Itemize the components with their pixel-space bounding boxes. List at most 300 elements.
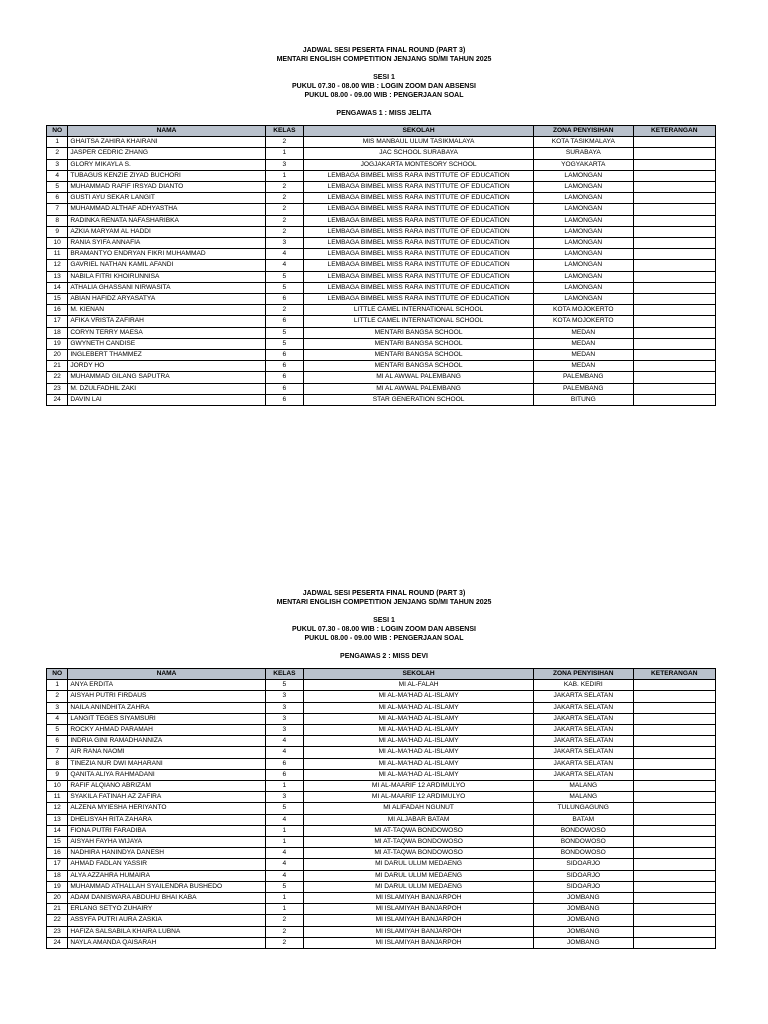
cell-sekolah: MI AL-MA'HAD AL-ISLAMY bbox=[304, 713, 534, 724]
cell-keterangan bbox=[633, 713, 715, 724]
col-header-kelas: KELAS bbox=[265, 669, 304, 680]
cell-keterangan bbox=[633, 249, 715, 260]
table-row bbox=[47, 260, 716, 271]
cell-zona: BATAM bbox=[533, 814, 633, 825]
cell-kelas: 5 bbox=[265, 803, 304, 814]
cell-sekolah: STAR GENERATION SCHOOL bbox=[304, 394, 534, 405]
cell-sekolah: MI AL AWWAL PALEMBANG bbox=[304, 383, 534, 394]
cell-no: 11 bbox=[47, 792, 68, 803]
cell-kelas: 6 bbox=[265, 372, 304, 383]
cell-nama: DAVIN LAI bbox=[68, 394, 265, 405]
cell-zona: JOMBANG bbox=[533, 915, 633, 926]
cell-nama: NADHIRA HANINDYA DANESH bbox=[68, 848, 265, 859]
schedule-block-1 bbox=[0, 46, 768, 406]
table-row bbox=[47, 825, 716, 836]
cell-keterangan bbox=[633, 204, 715, 215]
cell-sekolah: MI DARUL ULUM MEDAENG bbox=[304, 859, 534, 870]
table-row bbox=[47, 870, 716, 881]
cell-sekolah: MI AL-MAARIF 12 ARDIMULYO bbox=[304, 781, 534, 792]
cell-kelas: 6 bbox=[265, 350, 304, 361]
cell-nama: M. DZULFADHIL ZAKI bbox=[68, 383, 265, 394]
cell-nama: DHELISYAH RITA ZAHARA bbox=[68, 814, 265, 825]
table-row bbox=[47, 215, 716, 226]
cell-zona: LAMONGAN bbox=[533, 182, 633, 193]
cell-kelas: 4 bbox=[265, 736, 304, 747]
cell-zona: MEDAN bbox=[533, 338, 633, 349]
cell-sekolah: MI ISLAMIYAH BANJARPOH bbox=[304, 926, 534, 937]
table-row bbox=[47, 159, 716, 170]
cell-sekolah: MI ISLAMIYAH BANJARPOH bbox=[304, 893, 534, 904]
table-row bbox=[47, 803, 716, 814]
session-time-exam: PUKUL 08.00 - 09.00 WIB : PENGERJAAN SOAL bbox=[304, 92, 464, 99]
cell-no: 21 bbox=[47, 361, 68, 372]
cell-nama: LANGIT TEGES SIYAMSURI bbox=[68, 713, 265, 724]
cell-keterangan bbox=[633, 170, 715, 181]
cell-no: 3 bbox=[47, 702, 68, 713]
cell-keterangan bbox=[633, 736, 715, 747]
cell-keterangan bbox=[633, 271, 715, 282]
cell-nama: SYAKILA FATINAH AZ ZAFIRA bbox=[68, 792, 265, 803]
table-row bbox=[47, 904, 716, 915]
cell-no: 15 bbox=[47, 837, 68, 848]
cell-nama: GWYNETH CANDISE bbox=[68, 338, 265, 349]
cell-zona: SIDOARJO bbox=[533, 870, 633, 881]
cell-kelas: 3 bbox=[265, 238, 304, 249]
cell-no: 17 bbox=[47, 859, 68, 870]
cell-no: 3 bbox=[47, 159, 68, 170]
cell-nama: GAVRIEL NATHAN KAMIL AFANDI bbox=[68, 260, 265, 271]
col-header-no: NO bbox=[47, 669, 68, 680]
cell-keterangan bbox=[633, 294, 715, 305]
cell-nama: NAYLA AMANDA QAISARAH bbox=[68, 937, 265, 948]
table-header-row bbox=[47, 669, 716, 680]
cell-zona: LAMONGAN bbox=[533, 282, 633, 293]
cell-keterangan bbox=[633, 350, 715, 361]
cell-keterangan bbox=[633, 215, 715, 226]
cell-zona: JAKARTA SELATAN bbox=[533, 747, 633, 758]
cell-kelas: 2 bbox=[265, 193, 304, 204]
cell-nama: GUSTI AYU SEKAR LANGIT bbox=[68, 193, 265, 204]
cell-no: 14 bbox=[47, 282, 68, 293]
cell-keterangan bbox=[633, 305, 715, 316]
table-row bbox=[47, 372, 716, 383]
cell-keterangan bbox=[633, 383, 715, 394]
cell-keterangan bbox=[633, 680, 715, 691]
cell-zona: JAKARTA SELATAN bbox=[533, 758, 633, 769]
table-row bbox=[47, 680, 716, 691]
table-row bbox=[47, 792, 716, 803]
cell-keterangan bbox=[633, 781, 715, 792]
cell-keterangan bbox=[633, 260, 715, 271]
cell-zona: JAKARTA SELATAN bbox=[533, 702, 633, 713]
col-header-zona: ZONA PENYISIHAN bbox=[533, 669, 633, 680]
cell-zona: JOMBANG bbox=[533, 926, 633, 937]
cell-nama: RADINKA RENATA NAFASHARIBKA bbox=[68, 215, 265, 226]
cell-kelas: 5 bbox=[265, 327, 304, 338]
table-header-row bbox=[47, 126, 716, 137]
cell-zona: LAMONGAN bbox=[533, 260, 633, 271]
cell-no: 13 bbox=[47, 271, 68, 282]
table-row bbox=[47, 294, 716, 305]
cell-kelas: 2 bbox=[265, 137, 304, 148]
table-row bbox=[47, 170, 716, 181]
table-row bbox=[47, 271, 716, 282]
cell-sekolah: LEMBAGA BIMBEL MISS RARA INSTITUTE OF EDUCATION bbox=[304, 193, 534, 204]
cell-nama: MUHAMMAD RAFIF IRSYAD DIANTO bbox=[68, 182, 265, 193]
cell-keterangan bbox=[633, 792, 715, 803]
cell-zona: MEDAN bbox=[533, 350, 633, 361]
cell-nama: ANYA ERDITA bbox=[68, 680, 265, 691]
doc-title: JADWAL SESI PESERTA FINAL ROUND (PART 3) bbox=[302, 47, 466, 54]
cell-no: 21 bbox=[47, 904, 68, 915]
cell-keterangan bbox=[633, 238, 715, 249]
cell-kelas: 6 bbox=[265, 394, 304, 405]
cell-no: 16 bbox=[47, 305, 68, 316]
cell-zona: TULUNGAGUNG bbox=[533, 803, 633, 814]
cell-zona: LAMONGAN bbox=[533, 249, 633, 260]
cell-no: 24 bbox=[47, 394, 68, 405]
supervisor-label: PENGAWAS 2 : MISS DEVI bbox=[340, 653, 428, 660]
cell-sekolah: MI AT-TAQWA BONDOWOSO bbox=[304, 837, 534, 848]
cell-keterangan bbox=[633, 937, 715, 948]
table-row bbox=[47, 758, 716, 769]
cell-nama: ALZENA MYIESHA HERIYANTO bbox=[68, 803, 265, 814]
col-header-nama: NAMA bbox=[68, 669, 265, 680]
cell-nama: RAFIF ALQIANO ABRIZAM bbox=[68, 781, 265, 792]
cell-kelas: 1 bbox=[265, 781, 304, 792]
table-row bbox=[47, 148, 716, 159]
cell-keterangan bbox=[633, 837, 715, 848]
cell-sekolah: MI AT-TAQWA BONDOWOSO bbox=[304, 848, 534, 859]
cell-zona: SIDOARJO bbox=[533, 881, 633, 892]
cell-keterangan bbox=[633, 915, 715, 926]
cell-keterangan bbox=[633, 691, 715, 702]
cell-zona: PALEMBANG bbox=[533, 372, 633, 383]
table-row bbox=[47, 736, 716, 747]
cell-nama: AHMAD FADLAN YASSIR bbox=[68, 859, 265, 870]
cell-no: 19 bbox=[47, 881, 68, 892]
cell-kelas: 5 bbox=[265, 338, 304, 349]
cell-no: 18 bbox=[47, 870, 68, 881]
cell-no: 1 bbox=[47, 137, 68, 148]
cell-no: 14 bbox=[47, 825, 68, 836]
cell-keterangan bbox=[633, 702, 715, 713]
cell-nama: FIONA PUTRI FARADIBA bbox=[68, 825, 265, 836]
cell-sekolah: LEMBAGA BIMBEL MISS RARA INSTITUTE OF EDUCATION bbox=[304, 271, 534, 282]
table-row bbox=[47, 361, 716, 372]
doc-subtitle: MENTARI ENGLISH COMPETITION JENJANG SD/MI TAHUN 2025 bbox=[276, 56, 492, 63]
table-body bbox=[47, 137, 716, 406]
cell-sekolah: MI ISLAMIYAH BANJARPOH bbox=[304, 915, 534, 926]
cell-no: 20 bbox=[47, 350, 68, 361]
cell-sekolah: LEMBAGA BIMBEL MISS RARA INSTITUTE OF EDUCATION bbox=[304, 182, 534, 193]
cell-zona: MALANG bbox=[533, 792, 633, 803]
col-header-no: NO bbox=[47, 126, 68, 137]
cell-sekolah: MI AL-MA'HAD AL-ISLAMY bbox=[304, 725, 534, 736]
cell-sekolah: JAC SCHOOL SURABAYA bbox=[304, 148, 534, 159]
table-row bbox=[47, 769, 716, 780]
cell-keterangan bbox=[633, 282, 715, 293]
col-header-keterangan: KETERANGAN bbox=[633, 669, 715, 680]
cell-zona: KOTA MOJOKERTO bbox=[533, 305, 633, 316]
col-header-keterangan: KETERANGAN bbox=[633, 126, 715, 137]
cell-sekolah: LEMBAGA BIMBEL MISS RARA INSTITUTE OF EDUCATION bbox=[304, 238, 534, 249]
cell-no: 8 bbox=[47, 758, 68, 769]
cell-zona: SURABAYA bbox=[533, 148, 633, 159]
cell-zona: BITUNG bbox=[533, 394, 633, 405]
cell-keterangan bbox=[633, 372, 715, 383]
table-row bbox=[47, 226, 716, 237]
cell-nama: INGLEBERT THAMMEZ bbox=[68, 350, 265, 361]
table-row bbox=[47, 282, 716, 293]
cell-keterangan bbox=[633, 881, 715, 892]
cell-kelas: 2 bbox=[265, 226, 304, 237]
cell-sekolah: MI DARUL ULUM MEDAENG bbox=[304, 870, 534, 881]
cell-sekolah: LEMBAGA BIMBEL MISS RARA INSTITUTE OF EDUCATION bbox=[304, 204, 534, 215]
cell-no: 22 bbox=[47, 372, 68, 383]
table-row bbox=[47, 182, 716, 193]
cell-kelas: 4 bbox=[265, 814, 304, 825]
table-row bbox=[47, 204, 716, 215]
cell-nama: QANITA ALIYA RAHMADANI bbox=[68, 769, 265, 780]
cell-nama: TUBAGUS KENZIE ZIYAD BUCHORI bbox=[68, 170, 265, 181]
cell-no: 17 bbox=[47, 316, 68, 327]
cell-kelas: 4 bbox=[265, 848, 304, 859]
cell-sekolah: MENTARI BANGSA SCHOOL bbox=[304, 350, 534, 361]
cell-nama: MUHAMMAD ATHALLAH SYAILENDRA BUSHEDO bbox=[68, 881, 265, 892]
cell-zona: KOTA MOJOKERTO bbox=[533, 316, 633, 327]
cell-sekolah: MI AL-MAARIF 12 ARDIMULYO bbox=[304, 792, 534, 803]
cell-kelas: 2 bbox=[265, 926, 304, 937]
cell-sekolah: MI ALJABAR BATAM bbox=[304, 814, 534, 825]
cell-zona: JAKARTA SELATAN bbox=[533, 769, 633, 780]
cell-kelas: 4 bbox=[265, 249, 304, 260]
cell-zona: JAKARTA SELATAN bbox=[533, 691, 633, 702]
cell-no: 9 bbox=[47, 769, 68, 780]
cell-sekolah: LEMBAGA BIMBEL MISS RARA INSTITUTE OF EDUCATION bbox=[304, 226, 534, 237]
cell-nama: ROCKY AHMAD PARAMAH bbox=[68, 725, 265, 736]
cell-zona: JOMBANG bbox=[533, 904, 633, 915]
cell-kelas: 1 bbox=[265, 893, 304, 904]
cell-no: 5 bbox=[47, 725, 68, 736]
cell-sekolah: MI AL-MA'HAD AL-ISLAMY bbox=[304, 769, 534, 780]
cell-keterangan bbox=[633, 814, 715, 825]
cell-nama: ERLANG SETYO ZUHAIRY bbox=[68, 904, 265, 915]
cell-no: 7 bbox=[47, 204, 68, 215]
cell-zona: LAMONGAN bbox=[533, 226, 633, 237]
cell-kelas: 1 bbox=[265, 837, 304, 848]
cell-zona: LAMONGAN bbox=[533, 271, 633, 282]
cell-no: 5 bbox=[47, 182, 68, 193]
cell-kelas: 3 bbox=[265, 713, 304, 724]
cell-no: 4 bbox=[47, 713, 68, 724]
cell-no: 19 bbox=[47, 338, 68, 349]
cell-zona: JAKARTA SELATAN bbox=[533, 713, 633, 724]
cell-nama: ADAM DANISWARA ABDUHU BHAI KABA bbox=[68, 893, 265, 904]
cell-nama: ABIAN HAFIDZ ARYASATYA bbox=[68, 294, 265, 305]
cell-no: 12 bbox=[47, 260, 68, 271]
cell-keterangan bbox=[633, 394, 715, 405]
cell-nama: GLORY MIKAYLA S. bbox=[68, 159, 265, 170]
cell-nama: GHAITSA ZAHIRA KHAIRANI bbox=[68, 137, 265, 148]
table-row bbox=[47, 848, 716, 859]
cell-nama: AFIKA VRISTA ZAFIRAH bbox=[68, 316, 265, 327]
table-row bbox=[47, 350, 716, 361]
session-time-login: PUKUL 07.30 - 08.00 WIB : LOGIN ZOOM DAN ABSENSI bbox=[292, 626, 476, 633]
session-time-exam: PUKUL 08.00 - 09.00 WIB : PENGERJAAN SOAL bbox=[304, 635, 464, 642]
cell-no: 8 bbox=[47, 215, 68, 226]
cell-kelas: 5 bbox=[265, 282, 304, 293]
cell-nama: ASSYFA PUTRI AURA ZASKIA bbox=[68, 915, 265, 926]
table-row bbox=[47, 725, 716, 736]
cell-keterangan bbox=[633, 893, 715, 904]
cell-sekolah: MI AL-FALAH bbox=[304, 680, 534, 691]
cell-no: 24 bbox=[47, 937, 68, 948]
table-row bbox=[47, 394, 716, 405]
cell-zona: JOMBANG bbox=[533, 893, 633, 904]
cell-kelas: 3 bbox=[265, 702, 304, 713]
table-row bbox=[47, 305, 716, 316]
cell-no: 6 bbox=[47, 736, 68, 747]
cell-nama: RANIA SYIFA ANNAFIA bbox=[68, 238, 265, 249]
cell-keterangan bbox=[633, 803, 715, 814]
cell-nama: AZKIA MARYAM AL HADDI bbox=[68, 226, 265, 237]
cell-zona: JOMBANG bbox=[533, 937, 633, 948]
cell-keterangan bbox=[633, 725, 715, 736]
cell-kelas: 4 bbox=[265, 859, 304, 870]
cell-no: 7 bbox=[47, 747, 68, 758]
table-row bbox=[47, 837, 716, 848]
cell-nama: AISYAH FAYHA WIJAYA bbox=[68, 837, 265, 848]
cell-keterangan bbox=[633, 226, 715, 237]
cell-keterangan bbox=[633, 904, 715, 915]
cell-sekolah: MI AL-MA'HAD AL-ISLAMY bbox=[304, 758, 534, 769]
cell-no: 12 bbox=[47, 803, 68, 814]
cell-kelas: 3 bbox=[265, 725, 304, 736]
cell-kelas: 3 bbox=[265, 159, 304, 170]
table-row bbox=[47, 926, 716, 937]
cell-kelas: 2 bbox=[265, 915, 304, 926]
cell-keterangan bbox=[633, 926, 715, 937]
cell-zona: SIDOARJO bbox=[533, 859, 633, 870]
doc-title: JADWAL SESI PESERTA FINAL ROUND (PART 3) bbox=[302, 590, 466, 597]
cell-kelas: 5 bbox=[265, 881, 304, 892]
table-row bbox=[47, 747, 716, 758]
cell-no: 10 bbox=[47, 238, 68, 249]
cell-no: 4 bbox=[47, 170, 68, 181]
cell-nama: M. KIENAN bbox=[68, 305, 265, 316]
cell-keterangan bbox=[633, 159, 715, 170]
cell-keterangan bbox=[633, 859, 715, 870]
cell-zona: JAKARTA SELATAN bbox=[533, 725, 633, 736]
cell-zona: YOGYAKARTA bbox=[533, 159, 633, 170]
cell-kelas: 2 bbox=[265, 937, 304, 948]
cell-sekolah: MI ALIFADAH NGUNUT bbox=[304, 803, 534, 814]
cell-keterangan bbox=[633, 182, 715, 193]
cell-nama: HAFIZA SALSABILA KHAIRA LUBNA bbox=[68, 926, 265, 937]
cell-kelas: 6 bbox=[265, 383, 304, 394]
cell-sekolah: JOGJAKARTA MONTESORY SCHOOL bbox=[304, 159, 534, 170]
cell-nama: NAILA ANINDHITA ZAHRA bbox=[68, 702, 265, 713]
cell-kelas: 6 bbox=[265, 361, 304, 372]
table-row bbox=[47, 937, 716, 948]
cell-kelas: 6 bbox=[265, 316, 304, 327]
cell-keterangan bbox=[633, 361, 715, 372]
cell-sekolah: LITTLE CAMEL INTERNATIONAL SCHOOL bbox=[304, 316, 534, 327]
cell-zona: BONDOWOSO bbox=[533, 837, 633, 848]
cell-nama: INDRIA GINI RAMADHANNIZA bbox=[68, 736, 265, 747]
doc-subtitle: MENTARI ENGLISH COMPETITION JENJANG SD/MI TAHUN 2025 bbox=[276, 599, 492, 606]
cell-kelas: 5 bbox=[265, 680, 304, 691]
cell-nama: TINEZIA NUR DWI MAHARANI bbox=[68, 758, 265, 769]
cell-sekolah: MI AL-MA'HAD AL-ISLAMY bbox=[304, 747, 534, 758]
cell-zona: MEDAN bbox=[533, 327, 633, 338]
cell-no: 6 bbox=[47, 193, 68, 204]
cell-zona: JAKARTA SELATAN bbox=[533, 736, 633, 747]
cell-zona: BONDOWOSO bbox=[533, 825, 633, 836]
cell-kelas: 4 bbox=[265, 747, 304, 758]
cell-kelas: 2 bbox=[265, 182, 304, 193]
table-row bbox=[47, 781, 716, 792]
table-row bbox=[47, 814, 716, 825]
cell-zona: MEDAN bbox=[533, 361, 633, 372]
participant-table-1 bbox=[46, 125, 716, 406]
schedule-block-2 bbox=[0, 589, 768, 949]
cell-keterangan bbox=[633, 327, 715, 338]
cell-nama: MUHAMMAD ALTHAF ADHYASTHA bbox=[68, 204, 265, 215]
cell-zona: BONDOWOSO bbox=[533, 848, 633, 859]
cell-nama: CORYN TERRY MAESA bbox=[68, 327, 265, 338]
cell-sekolah: MI DARUL ULUM MEDAENG bbox=[304, 881, 534, 892]
cell-zona: LAMONGAN bbox=[533, 204, 633, 215]
table-row bbox=[47, 893, 716, 904]
table-row bbox=[47, 193, 716, 204]
cell-nama: JASPER CEDRIC ZHANG bbox=[68, 148, 265, 159]
cell-nama: MUHAMMAD GILANG SAPUTRA bbox=[68, 372, 265, 383]
cell-kelas: 1 bbox=[265, 904, 304, 915]
cell-keterangan bbox=[633, 758, 715, 769]
cell-no: 2 bbox=[47, 691, 68, 702]
cell-keterangan bbox=[633, 338, 715, 349]
cell-kelas: 5 bbox=[265, 271, 304, 282]
cell-no: 22 bbox=[47, 915, 68, 926]
cell-kelas: 2 bbox=[265, 305, 304, 316]
cell-no: 23 bbox=[47, 926, 68, 937]
cell-no: 13 bbox=[47, 814, 68, 825]
cell-nama: AISYAH PUTRI FIRDAUS bbox=[68, 691, 265, 702]
cell-zona: KOTA TASIKMALAYA bbox=[533, 137, 633, 148]
cell-keterangan bbox=[633, 747, 715, 758]
cell-sekolah: MENTARI BANGSA SCHOOL bbox=[304, 361, 534, 372]
cell-kelas: 4 bbox=[265, 870, 304, 881]
cell-sekolah: MENTARI BANGSA SCHOOL bbox=[304, 327, 534, 338]
col-header-sekolah: SEKOLAH bbox=[304, 126, 534, 137]
cell-sekolah: LEMBAGA BIMBEL MISS RARA INSTITUTE OF EDUCATION bbox=[304, 260, 534, 271]
cell-no: 1 bbox=[47, 680, 68, 691]
cell-kelas: 1 bbox=[265, 170, 304, 181]
cell-nama: BRAMANTYO ENDRYAN FIKRI MUHAMMAD bbox=[68, 249, 265, 260]
cell-sekolah: MIS MANBAUL ULUM TASIKMALAYA bbox=[304, 137, 534, 148]
cell-no: 11 bbox=[47, 249, 68, 260]
cell-zona: LAMONGAN bbox=[533, 294, 633, 305]
cell-kelas: 3 bbox=[265, 691, 304, 702]
table-row bbox=[47, 691, 716, 702]
cell-kelas: 2 bbox=[265, 204, 304, 215]
cell-zona: LAMONGAN bbox=[533, 193, 633, 204]
cell-zona: MALANG bbox=[533, 781, 633, 792]
cell-sekolah: MI ISLAMIYAH BANJARPOH bbox=[304, 937, 534, 948]
cell-sekolah: LEMBAGA BIMBEL MISS RARA INSTITUTE OF EDUCATION bbox=[304, 294, 534, 305]
